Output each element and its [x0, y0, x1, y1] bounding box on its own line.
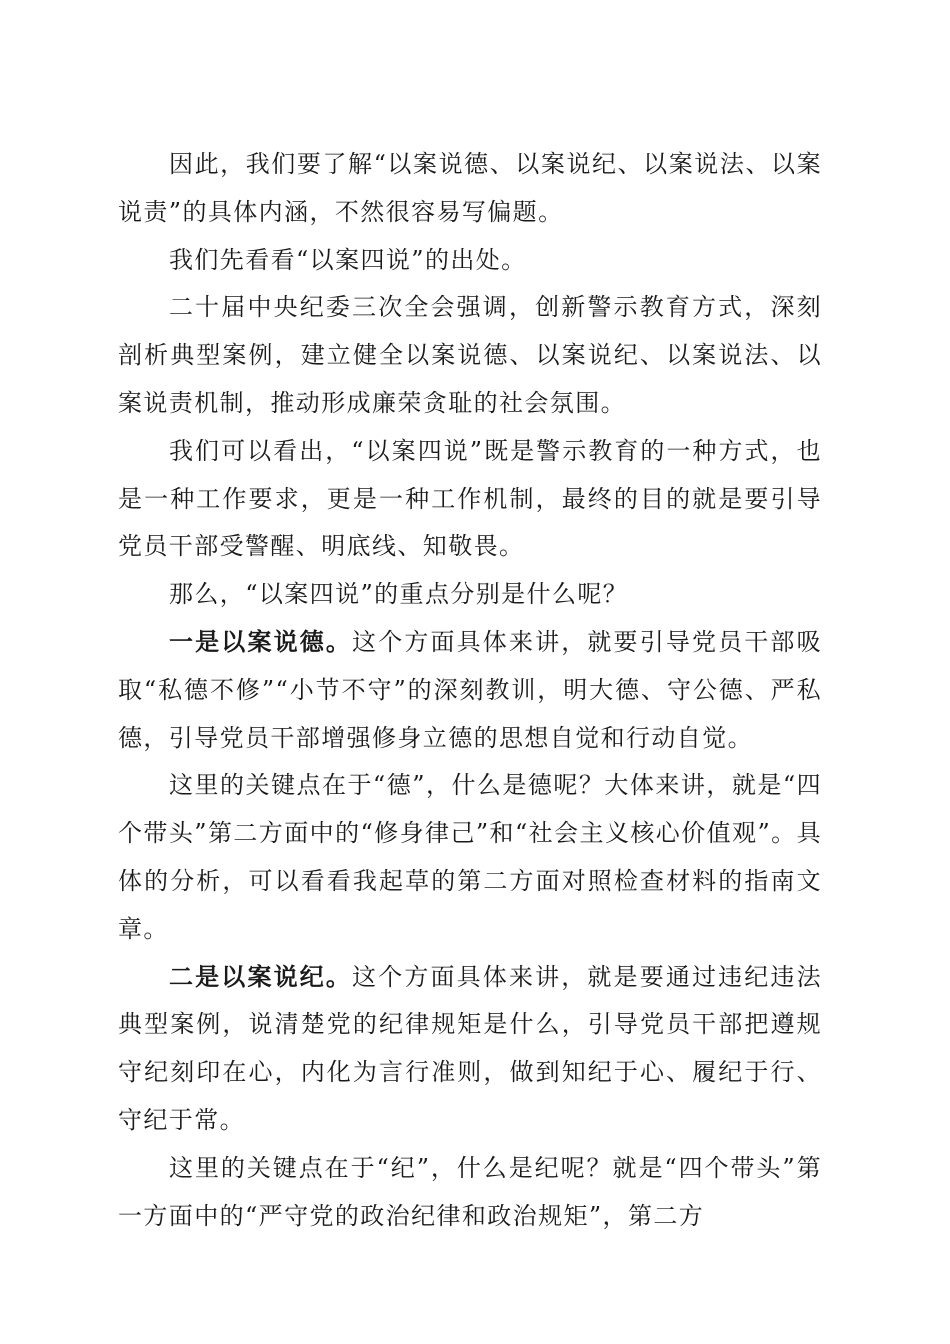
paragraph-lead-bold: 一是以案说德。: [169, 627, 353, 656]
paragraph-3: [118, 284, 822, 427]
paragraph-text: 因此，我们要了解“以案说德、以案说纪、以案说法、以案说责”的具体内涵，不然很容易写偏题。: [118, 150, 822, 226]
paragraph-9: [118, 1145, 822, 1241]
paragraph-text: 这里的关键点在于“德”，什么是德呢？大体来讲，就是“四个带头”第二方面中的“修身律己”和“社会主义核心价值观”。具体的分析，可以看看我起草的第二方面对照检查材料的指南文章。: [118, 771, 822, 943]
paragraph-8: [118, 954, 822, 1145]
paragraph-text: 二十届中央纪委三次全会强调，创新警示教育方式，深刻剖析典型案例，建立健全以案说德、以案说纪、以案说法、以案说责机制，推动形成廉荣贪耻的社会氛围。: [118, 293, 822, 417]
paragraph-text: 我们可以看出，“以案四说”既是警示教育的一种方式，也是一种工作要求，更是一种工作机制，最终的目的就是要引导党员干部受警醒、明底线、知敬畏。: [118, 436, 822, 561]
paragraph-7: [118, 762, 822, 953]
paragraph-text: 那么，“以案四说”的重点分别是什么呢？: [169, 580, 629, 609]
paragraph-1: [118, 141, 822, 237]
document-body: [118, 141, 822, 1240]
paragraph-5: [118, 571, 822, 619]
paragraph-6: [118, 619, 822, 762]
paragraph-4: [118, 428, 822, 571]
paragraph-text: 这个方面具体来讲，就要引导党员干部吸取“私德不修”“小节不守”的深刻教训，明大德、守公德、严私德，引导党员干部增强修身立德的思想自觉和行动自觉。: [118, 627, 822, 752]
paragraph-text: 我们先看看“以案四说”的出处。: [169, 245, 527, 274]
paragraph-2: [118, 237, 822, 285]
paragraph-text: 这里的关键点在于“纪”，什么是纪呢？就是“四个带头”第一方面中的“严守党的政治纪律和政治规矩”，第二方: [118, 1153, 822, 1230]
paragraph-text: 这个方面具体来讲，就是要通过违纪违法典型案例，说清楚党的纪律规矩是什么，引导党员干部把遵规守纪刻印在心，内化为言行准则，做到知纪于心、履纪于行、守纪于常。: [118, 962, 822, 1134]
paragraph-lead-bold: 二是以案说纪。: [169, 962, 353, 991]
